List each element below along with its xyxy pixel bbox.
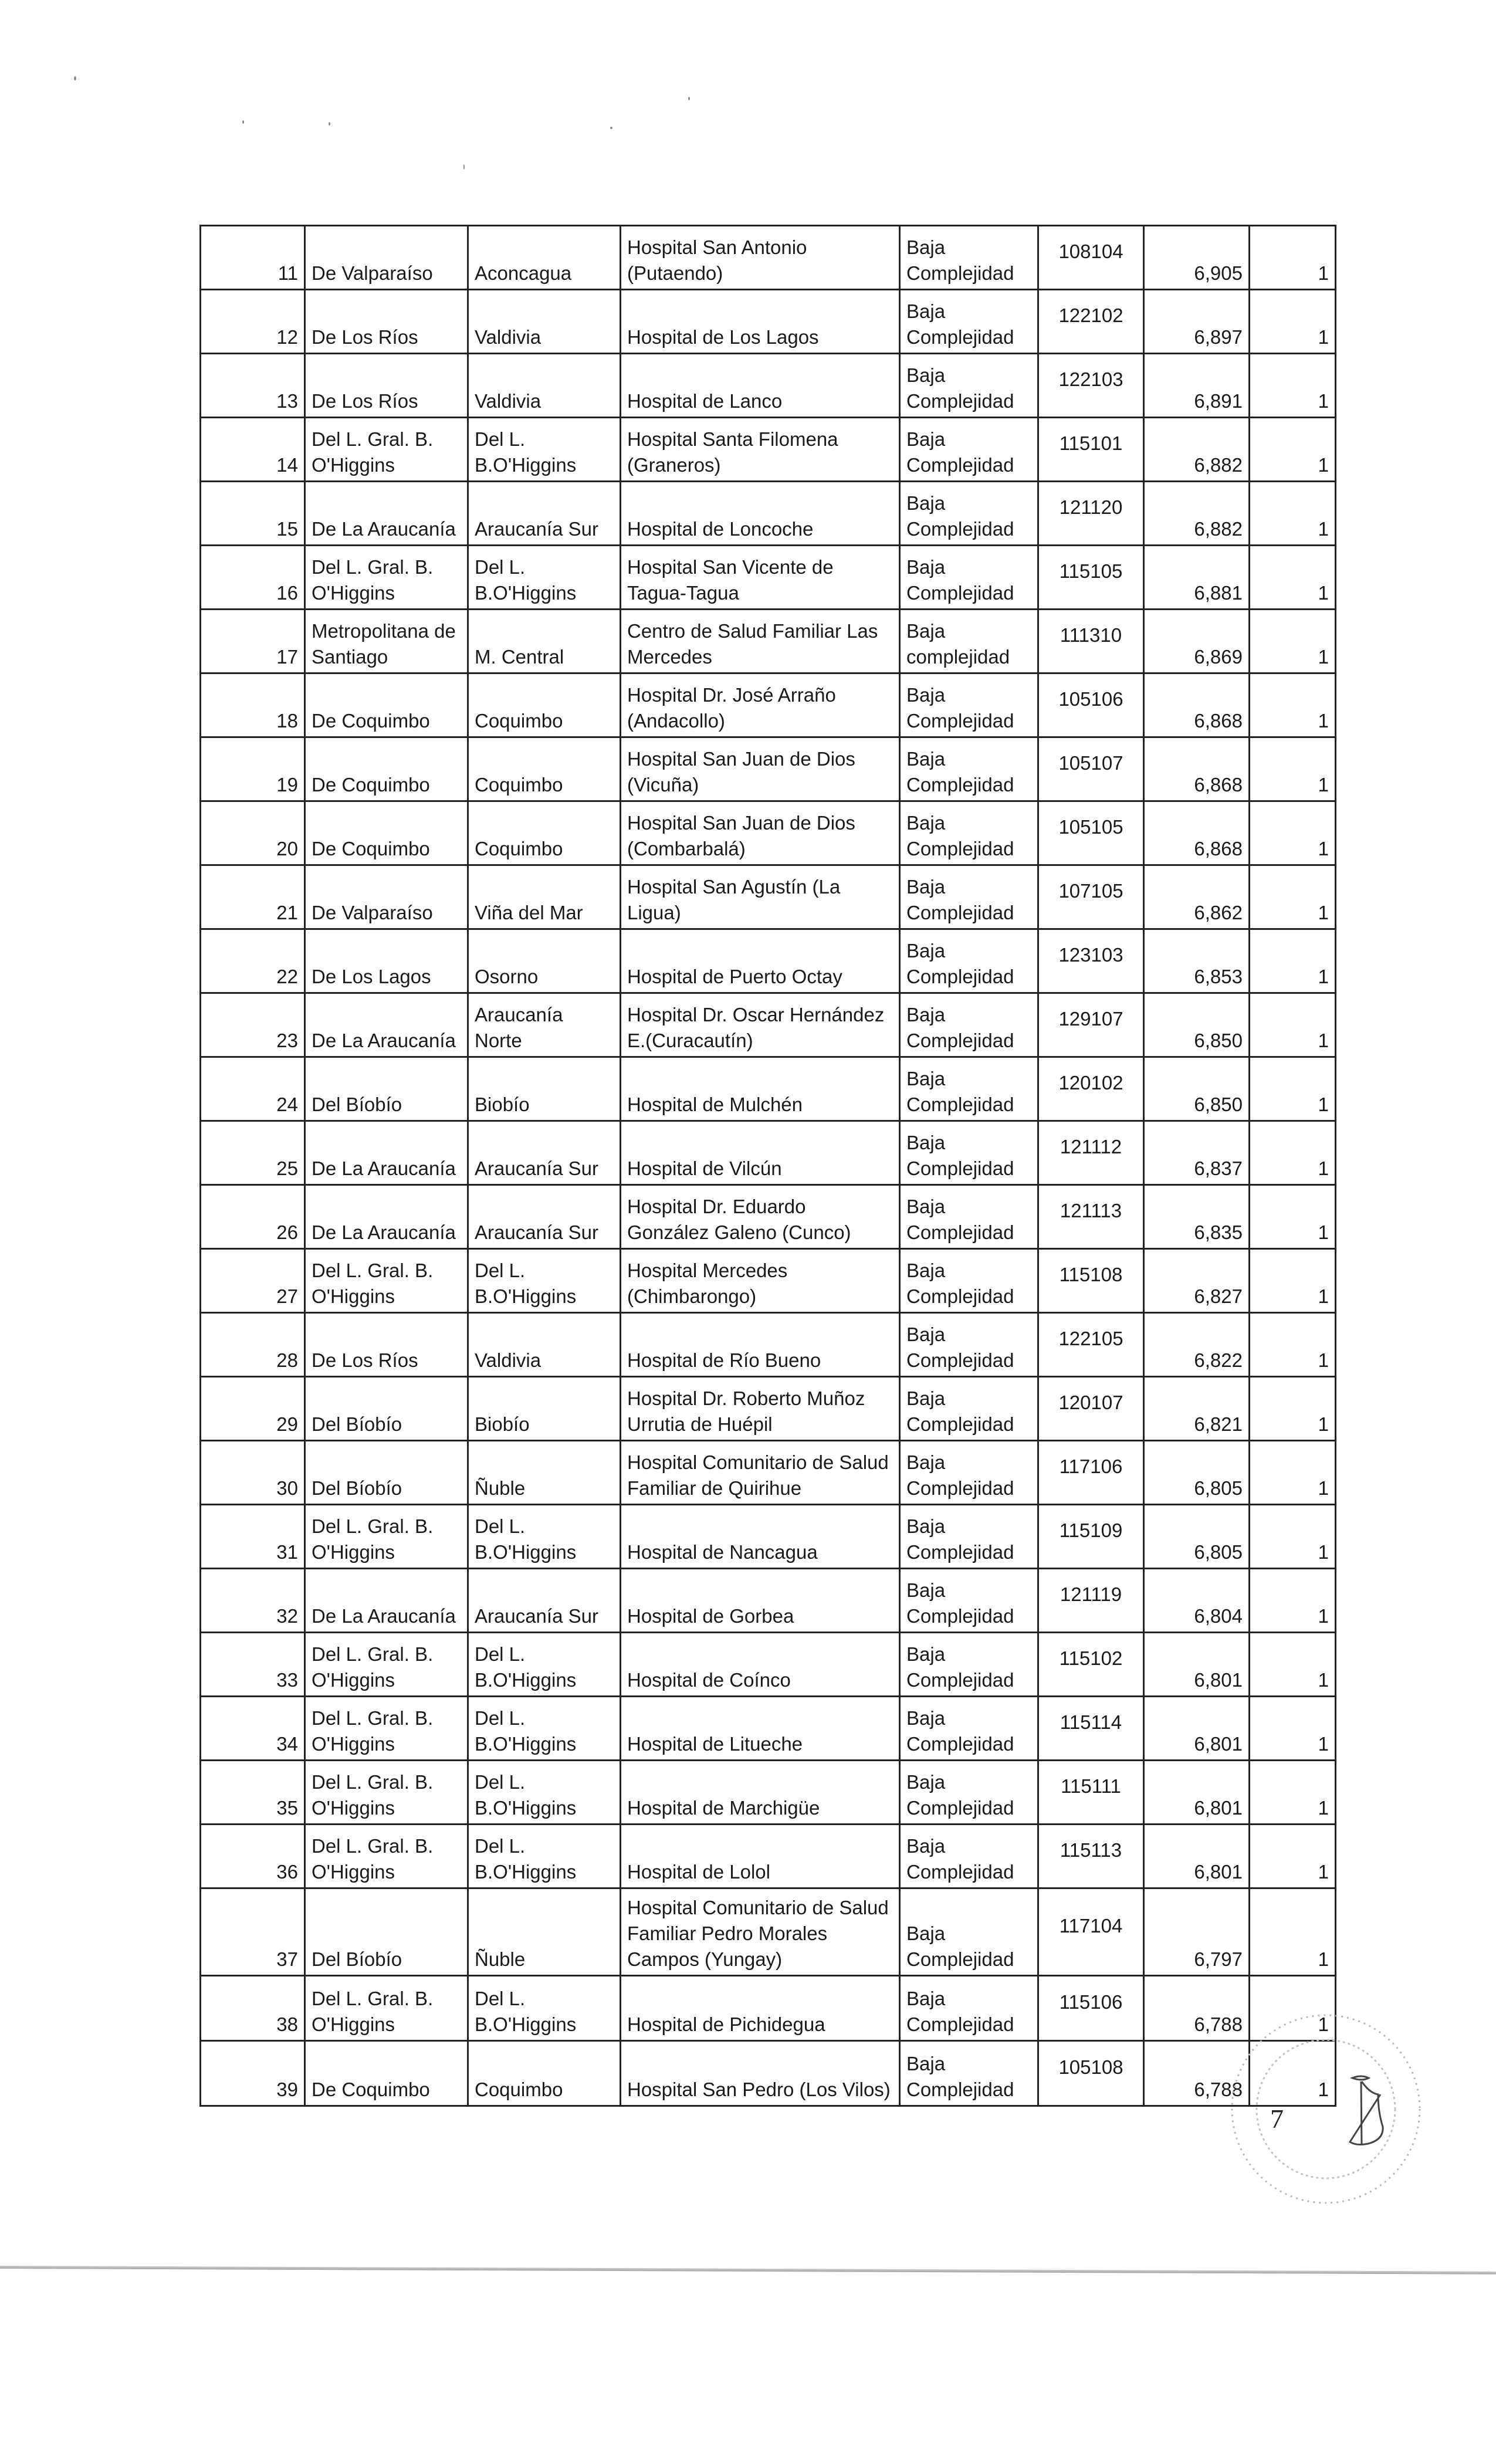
cell-complexity: Baja Complejidad: [900, 226, 1038, 290]
cell-complexity: Baja Complejidad: [900, 1249, 1038, 1313]
cell-service: Del L. B.O'Higgins: [468, 1633, 621, 1697]
cell-flag: 1: [1250, 418, 1336, 482]
cell-score: 6,868: [1144, 737, 1250, 801]
table-row: [201, 865, 1336, 929]
cell-region: Del L. Gral. B. O'Higgins: [305, 1633, 468, 1697]
cell-establishment: Hospital Dr. Oscar Hernández E.(Curacautín): [621, 993, 900, 1057]
cell-code: 115101: [1038, 418, 1144, 482]
cell-code: 121113: [1038, 1185, 1144, 1249]
cell-flag: 1: [1250, 1505, 1336, 1569]
cell-service: Coquimbo: [468, 801, 621, 865]
page-number: 7: [1270, 2104, 1284, 2134]
cell-service: Del L. B.O'Higgins: [468, 1697, 621, 1761]
cell-region: Metropolitana de Santiago: [305, 610, 468, 673]
cell-score: 6,801: [1144, 1633, 1250, 1697]
cell-code: 117106: [1038, 1441, 1144, 1505]
cell-service: Coquimbo: [468, 737, 621, 801]
cell-service: Valdivia: [468, 290, 621, 354]
cell-flag: 1: [1250, 1976, 1336, 2041]
cell-establishment: Hospital San Vicente de Tagua-Tagua: [621, 546, 900, 610]
cell-service: Coquimbo: [468, 2041, 621, 2106]
cell-complexity: Baja Complejidad: [900, 1441, 1038, 1505]
cell-flag: 1: [1250, 354, 1336, 418]
cell-rank: 19: [201, 737, 305, 801]
cell-complexity: Baja Complejidad: [900, 1185, 1038, 1249]
cell-region: De La Araucanía: [305, 1121, 468, 1185]
table-row: [201, 1976, 1336, 2041]
cell-complexity: Baja Complejidad: [900, 1976, 1038, 2041]
cell-establishment: Hospital de Lolol: [621, 1825, 900, 1888]
cell-establishment: Hospital de Gorbea: [621, 1569, 900, 1633]
cell-establishment: Hospital San Agustín (La Ligua): [621, 865, 900, 929]
cell-flag: 1: [1250, 610, 1336, 673]
cell-score: 6,821: [1144, 1377, 1250, 1441]
table-row: [201, 993, 1336, 1057]
cell-service: Del L. B.O'Higgins: [468, 546, 621, 610]
cell-rank: 16: [201, 546, 305, 610]
cell-establishment: Hospital Dr. José Arraño (Andacollo): [621, 673, 900, 737]
cell-code: 115113: [1038, 1825, 1144, 1888]
cell-establishment: Hospital de Vilcún: [621, 1121, 900, 1185]
cell-rank: 39: [201, 2041, 305, 2106]
cell-region: De La Araucanía: [305, 993, 468, 1057]
cell-region: Del L. Gral. B. O'Higgins: [305, 1976, 468, 2041]
cell-score: 6,837: [1144, 1121, 1250, 1185]
cell-flag: 1: [1250, 1825, 1336, 1888]
cell-code: 122103: [1038, 354, 1144, 418]
cell-flag: 1: [1250, 1697, 1336, 1761]
cell-region: Del L. Gral. B. O'Higgins: [305, 1697, 468, 1761]
table-row: [201, 1825, 1336, 1888]
cell-establishment: Hospital San Juan de Dios (Vicuña): [621, 737, 900, 801]
table-row: [201, 546, 1336, 610]
cell-rank: 28: [201, 1313, 305, 1377]
cell-establishment: Hospital de Puerto Octay: [621, 929, 900, 993]
cell-establishment: Hospital de Loncoche: [621, 482, 900, 546]
cell-flag: 1: [1250, 1761, 1336, 1825]
cell-establishment: Hospital de Marchigüe: [621, 1761, 900, 1825]
cell-rank: 17: [201, 610, 305, 673]
cell-service: Aconcagua: [468, 226, 621, 290]
cell-complexity: Baja Complejidad: [900, 1569, 1038, 1633]
cell-complexity: Baja Complejidad: [900, 418, 1038, 482]
cell-region: De Coquimbo: [305, 801, 468, 865]
cell-service: Viña del Mar: [468, 865, 621, 929]
cell-rank: 33: [201, 1633, 305, 1697]
cell-code: 107105: [1038, 865, 1144, 929]
cell-complexity: Baja Complejidad: [900, 1697, 1038, 1761]
cell-rank: 31: [201, 1505, 305, 1569]
cell-complexity: Baja Complejidad: [900, 993, 1038, 1057]
scan-speck: [242, 120, 244, 124]
cell-establishment: Hospital de Lanco: [621, 354, 900, 418]
cell-code: 121112: [1038, 1121, 1144, 1185]
cell-establishment: Hospital de Pichidegua: [621, 1976, 900, 2041]
cell-score: 6,804: [1144, 1569, 1250, 1633]
cell-complexity: Baja Complejidad: [900, 737, 1038, 801]
cell-service: Ñuble: [468, 1441, 621, 1505]
cell-establishment: Hospital de Río Bueno: [621, 1313, 900, 1377]
cell-region: Del Bíobío: [305, 1441, 468, 1505]
cell-service: Valdivia: [468, 354, 621, 418]
cell-region: Del L. Gral. B. O'Higgins: [305, 1825, 468, 1888]
table-row: [201, 2041, 1336, 2106]
cell-score: 6,882: [1144, 482, 1250, 546]
cell-score: 6,827: [1144, 1249, 1250, 1313]
cell-score: 6,822: [1144, 1313, 1250, 1377]
cell-score: 6,850: [1144, 1057, 1250, 1121]
cell-service: Del L. B.O'Higgins: [468, 1761, 621, 1825]
cell-establishment: Hospital San Antonio (Putaendo): [621, 226, 900, 290]
scan-speck: [463, 164, 465, 170]
cell-code: 115106: [1038, 1976, 1144, 2041]
cell-code: 111310: [1038, 610, 1144, 673]
cell-complexity: Baja Complejidad: [900, 929, 1038, 993]
cell-code: 120107: [1038, 1377, 1144, 1441]
table-row: [201, 1761, 1336, 1825]
cell-establishment: Hospital Dr. Roberto Muñoz Urrutia de Huépil: [621, 1377, 900, 1441]
cell-flag: 1: [1250, 1888, 1336, 1976]
cell-flag: 1: [1250, 929, 1336, 993]
cell-service: Coquimbo: [468, 673, 621, 737]
cell-flag: 1: [1250, 1185, 1336, 1249]
cell-region: De Los Lagos: [305, 929, 468, 993]
cell-code: 123103: [1038, 929, 1144, 993]
cell-complexity: Baja Complejidad: [900, 1888, 1038, 1976]
table-row: [201, 482, 1336, 546]
cell-service: M. Central: [468, 610, 621, 673]
cell-complexity: Baja Complejidad: [900, 354, 1038, 418]
cell-rank: 18: [201, 673, 305, 737]
cell-flag: 1: [1250, 1633, 1336, 1697]
cell-rank: 26: [201, 1185, 305, 1249]
cell-flag: 1: [1250, 290, 1336, 354]
table-row: [201, 1505, 1336, 1569]
cell-complexity: Baja Complejidad: [900, 482, 1038, 546]
cell-service: Osorno: [468, 929, 621, 993]
cell-establishment: Hospital Dr. Eduardo González Galeno (Cunco): [621, 1185, 900, 1249]
cell-complexity: Baja Complejidad: [900, 1825, 1038, 1888]
cell-code: 129107: [1038, 993, 1144, 1057]
cell-service: Araucanía Norte: [468, 993, 621, 1057]
cell-rank: 15: [201, 482, 305, 546]
cell-service: Valdivia: [468, 1313, 621, 1377]
cell-score: 6,805: [1144, 1505, 1250, 1569]
cell-flag: 1: [1250, 1121, 1336, 1185]
cell-score: 6,868: [1144, 801, 1250, 865]
cell-rank: 21: [201, 865, 305, 929]
cell-region: Del L. Gral. B. O'Higgins: [305, 1505, 468, 1569]
cell-code: 105106: [1038, 673, 1144, 737]
cell-service: Ñuble: [468, 1888, 621, 1976]
official-stamp-icon: [1229, 2012, 1423, 2206]
cell-rank: 34: [201, 1697, 305, 1761]
cell-score: 6,835: [1144, 1185, 1250, 1249]
cell-score: 6,868: [1144, 673, 1250, 737]
scan-speck: [610, 127, 612, 129]
cell-score: 6,862: [1144, 865, 1250, 929]
cell-flag: 1: [1250, 1441, 1336, 1505]
cell-score: 6,788: [1144, 2041, 1250, 2106]
cell-score: 6,891: [1144, 354, 1250, 418]
cell-complexity: Baja complejidad: [900, 610, 1038, 673]
cell-flag: 1: [1250, 1377, 1336, 1441]
cell-rank: 12: [201, 290, 305, 354]
cell-rank: 27: [201, 1249, 305, 1313]
cell-complexity: Baja Complejidad: [900, 1633, 1038, 1697]
cell-complexity: Baja Complejidad: [900, 546, 1038, 610]
cell-score: 6,801: [1144, 1825, 1250, 1888]
cell-rank: 25: [201, 1121, 305, 1185]
cell-region: De Los Ríos: [305, 1313, 468, 1377]
cell-region: De Coquimbo: [305, 673, 468, 737]
cell-service: Del L. B.O'Higgins: [468, 1505, 621, 1569]
cell-service: Del L. B.O'Higgins: [468, 418, 621, 482]
cell-complexity: Baja Complejidad: [900, 801, 1038, 865]
cell-complexity: Baja Complejidad: [900, 1057, 1038, 1121]
cell-region: De Los Ríos: [305, 290, 468, 354]
cell-region: De La Araucanía: [305, 1185, 468, 1249]
cell-region: Del Bíobío: [305, 1888, 468, 1976]
table-row: [201, 1377, 1336, 1441]
cell-rank: 11: [201, 226, 305, 290]
cell-region: De La Araucanía: [305, 1569, 468, 1633]
cell-score: 6,788: [1144, 1976, 1250, 2041]
cell-region: De Coquimbo: [305, 2041, 468, 2106]
cell-rank: 36: [201, 1825, 305, 1888]
cell-flag: 1: [1250, 226, 1336, 290]
table-row: [201, 1888, 1336, 1976]
cell-code: 121119: [1038, 1569, 1144, 1633]
cell-flag: 1: [1250, 2041, 1336, 2106]
cell-rank: 29: [201, 1377, 305, 1441]
cell-establishment: Hospital Comunitario de Salud Familiar Pedro Morales Campos (Yungay): [621, 1888, 900, 1976]
cell-service: Araucanía Sur: [468, 1121, 621, 1185]
cell-region: Del L. Gral. B. O'Higgins: [305, 1761, 468, 1825]
scan-speck: [688, 97, 690, 100]
cell-code: 115105: [1038, 546, 1144, 610]
cell-rank: 35: [201, 1761, 305, 1825]
cell-establishment: Hospital de Mulchén: [621, 1057, 900, 1121]
cell-flag: 1: [1250, 993, 1336, 1057]
cell-flag: 1: [1250, 737, 1336, 801]
cell-code: 121120: [1038, 482, 1144, 546]
cell-service: Biobío: [468, 1057, 621, 1121]
cell-region: De Coquimbo: [305, 737, 468, 801]
cell-establishment: Hospital de Litueche: [621, 1697, 900, 1761]
cell-complexity: Baja Complejidad: [900, 1761, 1038, 1825]
cell-flag: 1: [1250, 546, 1336, 610]
table-row: [201, 1057, 1336, 1121]
table-row: [201, 929, 1336, 993]
cell-code: 108104: [1038, 226, 1144, 290]
cell-flag: 1: [1250, 673, 1336, 737]
cell-rank: 22: [201, 929, 305, 993]
cell-establishment: Centro de Salud Familiar Las Mercedes: [621, 610, 900, 673]
cell-service: Araucanía Sur: [468, 482, 621, 546]
table-row: [201, 226, 1336, 290]
cell-establishment: Hospital de Los Lagos: [621, 290, 900, 354]
cell-complexity: Baja Complejidad: [900, 673, 1038, 737]
cell-score: 6,801: [1144, 1697, 1250, 1761]
table-row: [201, 1569, 1336, 1633]
cell-establishment: Hospital Comunitario de Salud Familiar de Quirihue: [621, 1441, 900, 1505]
cell-code: 115111: [1038, 1761, 1144, 1825]
cell-complexity: Baja Complejidad: [900, 1505, 1038, 1569]
ranking-table: [199, 225, 1336, 2107]
table-row: [201, 1249, 1336, 1313]
cell-complexity: Baja Complejidad: [900, 1121, 1038, 1185]
table-row: [201, 737, 1336, 801]
cell-score: 6,905: [1144, 226, 1250, 290]
cell-flag: 1: [1250, 865, 1336, 929]
cell-rank: 38: [201, 1976, 305, 2041]
cell-code: 105105: [1038, 801, 1144, 865]
cell-score: 6,853: [1144, 929, 1250, 993]
cell-establishment: Hospital Mercedes (Chimbarongo): [621, 1249, 900, 1313]
cell-code: 105107: [1038, 737, 1144, 801]
table-row: [201, 1313, 1336, 1377]
cell-establishment: Hospital San Pedro (Los Vilos): [621, 2041, 900, 2106]
cell-service: Biobío: [468, 1377, 621, 1441]
cell-score: 6,797: [1144, 1888, 1250, 1976]
signature-icon: [1350, 2076, 1383, 2145]
cell-region: De Los Ríos: [305, 354, 468, 418]
cell-code: 115114: [1038, 1697, 1144, 1761]
cell-rank: 24: [201, 1057, 305, 1121]
cell-region: Del L. Gral. B. O'Higgins: [305, 418, 468, 482]
cell-code: 122102: [1038, 290, 1144, 354]
cell-rank: 23: [201, 993, 305, 1057]
cell-code: 105108: [1038, 2041, 1144, 2106]
table-row: [201, 290, 1336, 354]
cell-rank: 30: [201, 1441, 305, 1505]
cell-region: De Valparaíso: [305, 226, 468, 290]
cell-code: 122105: [1038, 1313, 1144, 1377]
cell-region: Del Bíobío: [305, 1377, 468, 1441]
cell-region: Del L. Gral. B. O'Higgins: [305, 1249, 468, 1313]
cell-score: 6,869: [1144, 610, 1250, 673]
cell-complexity: Baja Complejidad: [900, 1313, 1038, 1377]
cell-score: 6,805: [1144, 1441, 1250, 1505]
cell-service: Del L. B.O'Higgins: [468, 1976, 621, 2041]
cell-code: 115102: [1038, 1633, 1144, 1697]
scan-edge-line: [0, 2266, 1496, 2275]
cell-rank: 20: [201, 801, 305, 865]
table-row: [201, 610, 1336, 673]
cell-service: Del L. B.O'Higgins: [468, 1249, 621, 1313]
table-row: [201, 673, 1336, 737]
table-row: [201, 1441, 1336, 1505]
table-row: [201, 418, 1336, 482]
cell-establishment: Hospital Santa Filomena (Graneros): [621, 418, 900, 482]
table-row: [201, 801, 1336, 865]
cell-code: 120102: [1038, 1057, 1144, 1121]
cell-establishment: Hospital San Juan de Dios (Combarbalá): [621, 801, 900, 865]
cell-region: De Valparaíso: [305, 865, 468, 929]
cell-service: Araucanía Sur: [468, 1569, 621, 1633]
cell-flag: 1: [1250, 482, 1336, 546]
cell-complexity: Baja Complejidad: [900, 1377, 1038, 1441]
cell-region: Del L. Gral. B. O'Higgins: [305, 546, 468, 610]
cell-flag: 1: [1250, 801, 1336, 865]
table-row: [201, 354, 1336, 418]
cell-flag: 1: [1250, 1057, 1336, 1121]
cell-score: 6,897: [1144, 290, 1250, 354]
cell-region: Del Bíobío: [305, 1057, 468, 1121]
cell-rank: 37: [201, 1888, 305, 1976]
cell-service: Del L. B.O'Higgins: [468, 1825, 621, 1888]
cell-flag: 1: [1250, 1569, 1336, 1633]
cell-code: 115108: [1038, 1249, 1144, 1313]
cell-establishment: Hospital de Nancagua: [621, 1505, 900, 1569]
cell-score: 6,882: [1144, 418, 1250, 482]
cell-complexity: Baja Complejidad: [900, 865, 1038, 929]
cell-code: 117104: [1038, 1888, 1144, 1976]
cell-score: 6,850: [1144, 993, 1250, 1057]
cell-flag: 1: [1250, 1313, 1336, 1377]
cell-rank: 13: [201, 354, 305, 418]
cell-complexity: Baja Complejidad: [900, 290, 1038, 354]
cell-service: Araucanía Sur: [468, 1185, 621, 1249]
cell-region: De La Araucanía: [305, 482, 468, 546]
scan-speck: [74, 76, 76, 80]
cell-score: 6,881: [1144, 546, 1250, 610]
table-row: [201, 1121, 1336, 1185]
scan-speck: [329, 122, 330, 126]
cell-flag: 1: [1250, 1249, 1336, 1313]
table-row: [201, 1697, 1336, 1761]
cell-establishment: Hospital de Coínco: [621, 1633, 900, 1697]
cell-code: 115109: [1038, 1505, 1144, 1569]
cell-score: 6,801: [1144, 1761, 1250, 1825]
table-row: [201, 1185, 1336, 1249]
cell-complexity: Baja Complejidad: [900, 2041, 1038, 2106]
cell-rank: 32: [201, 1569, 305, 1633]
cell-rank: 14: [201, 418, 305, 482]
table-row: [201, 1633, 1336, 1697]
